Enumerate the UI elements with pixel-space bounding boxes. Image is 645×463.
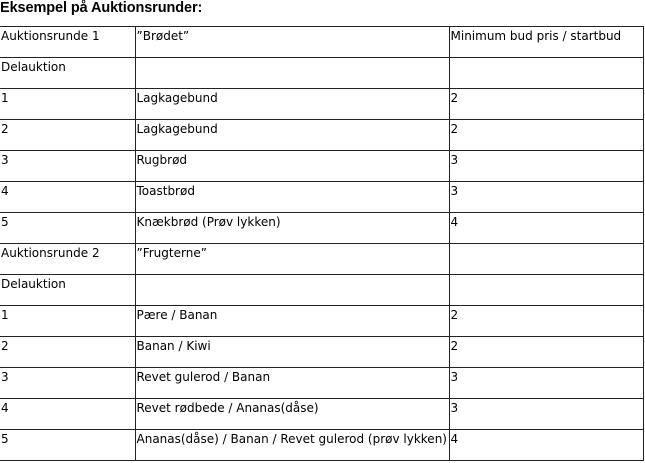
table-row — [0, 306, 643, 337]
table-row — [0, 213, 643, 244]
price-header-cell: Minimum bud pris / startbud — [449, 27, 643, 58]
table-row — [0, 430, 643, 461]
page-title: Eksempel på Auktionsrunder: — [0, 0, 203, 16]
item-cell — [135, 275, 449, 306]
item-cell: Lagkagebund — [135, 120, 449, 151]
item-cell — [135, 58, 449, 89]
table-row — [0, 89, 643, 120]
item-cell: Banan / Kiwi — [135, 337, 449, 368]
lot-number-cell: 5 — [0, 430, 135, 461]
table-row — [0, 182, 643, 213]
lot-number-cell: 3 — [0, 368, 135, 399]
price-cell — [449, 275, 643, 306]
table-row — [0, 337, 643, 368]
item-cell: Knækbrød (Prøv lykken) — [135, 213, 449, 244]
round-label-cell: Auktionsrunde 1 — [0, 27, 135, 58]
price-cell: 2 — [449, 120, 643, 151]
price-cell: 3 — [449, 182, 643, 213]
item-cell: Revet gulerod / Banan — [135, 368, 449, 399]
item-cell: Pære / Banan — [135, 306, 449, 337]
lot-number-cell: 5 — [0, 213, 135, 244]
lot-number-cell: 4 — [0, 182, 135, 213]
sub-auction-label-cell: Delauktion — [0, 58, 135, 89]
price-cell: 3 — [449, 368, 643, 399]
price-cell: 2 — [449, 89, 643, 120]
lot-number-cell: 2 — [0, 120, 135, 151]
item-cell: Revet rødbede / Ananas(dåse) — [135, 399, 449, 430]
price-cell: 2 — [449, 337, 643, 368]
item-cell: Ananas(dåse) / Banan / Revet gulerod (prøv lykken) — [135, 430, 449, 461]
price-cell: 4 — [449, 430, 643, 461]
lot-number-cell: 4 — [0, 399, 135, 430]
price-cell — [449, 244, 643, 275]
price-cell: 4 — [449, 213, 643, 244]
table-row — [0, 244, 643, 275]
auction-rounds-table — [0, 26, 644, 461]
category-cell: ”Brødet” — [135, 27, 449, 58]
table-row — [0, 58, 643, 89]
table-body — [0, 27, 643, 461]
table-row — [0, 151, 643, 182]
item-cell: Rugbrød — [135, 151, 449, 182]
category-cell: ”Frugterne” — [135, 244, 449, 275]
price-cell: 3 — [449, 399, 643, 430]
table-row — [0, 399, 643, 430]
table-row — [0, 368, 643, 399]
lot-number-cell: 2 — [0, 337, 135, 368]
item-cell: Lagkagebund — [135, 89, 449, 120]
lot-number-cell: 3 — [0, 151, 135, 182]
price-cell: 3 — [449, 151, 643, 182]
table-row — [0, 120, 643, 151]
table-row — [0, 27, 643, 58]
price-cell: 2 — [449, 306, 643, 337]
round-label-cell: Auktionsrunde 2 — [0, 244, 135, 275]
item-cell: Toastbrød — [135, 182, 449, 213]
price-cell — [449, 58, 643, 89]
table-row — [0, 275, 643, 306]
lot-number-cell: 1 — [0, 89, 135, 120]
lot-number-cell: 1 — [0, 306, 135, 337]
sub-auction-label-cell: Delauktion — [0, 275, 135, 306]
